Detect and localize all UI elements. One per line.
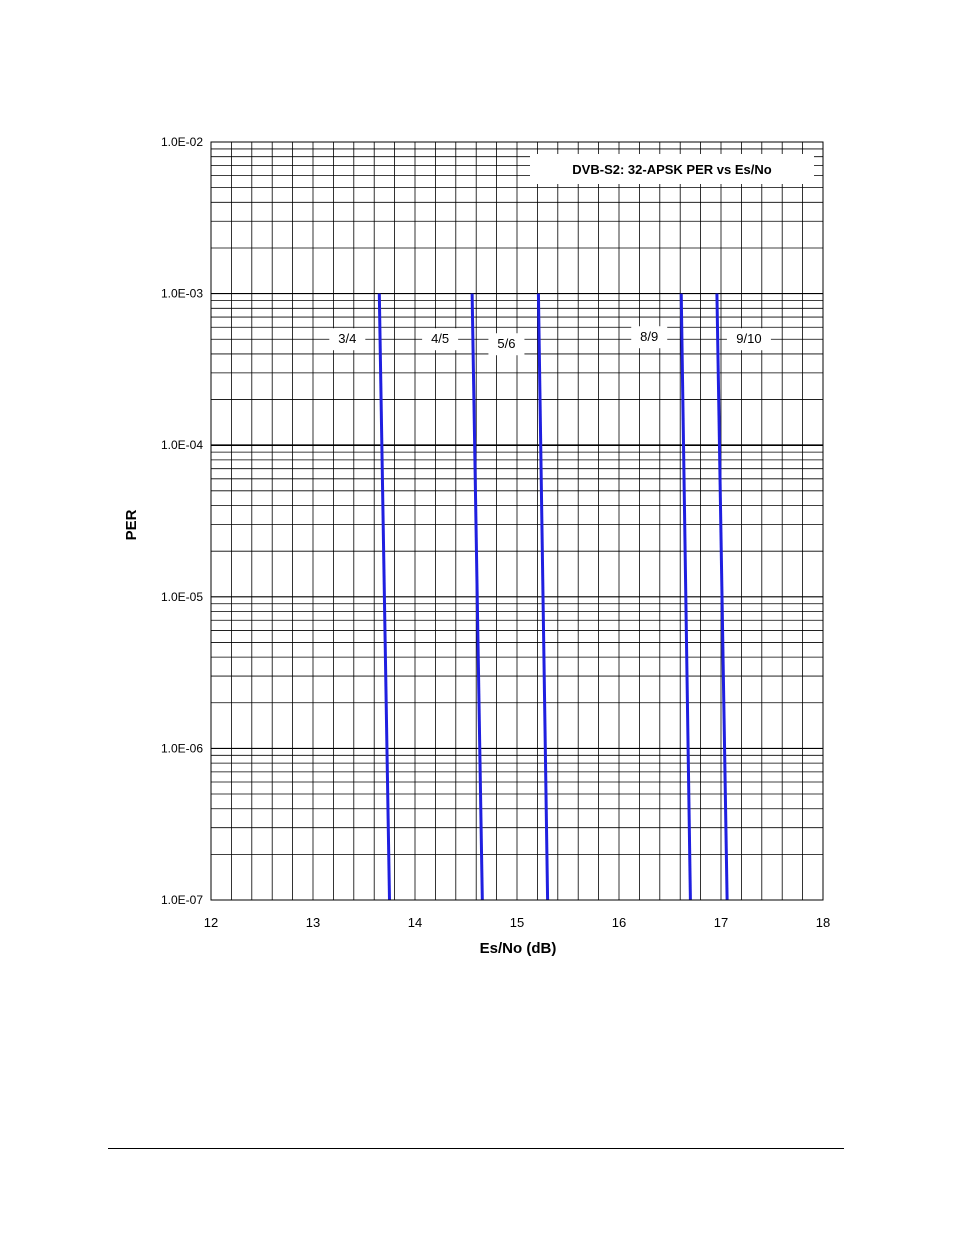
x-tick-label: 12 [203, 915, 219, 930]
y-tick-label: 1.0E-05 [160, 589, 203, 604]
y-tick-label: 1.0E-02 [160, 135, 203, 149]
series-label: 3/4 [338, 331, 357, 347]
series-label: 5/6 [497, 336, 516, 352]
y-tick-label: 1.0E-03 [160, 286, 203, 301]
y-axis-label: PER [123, 509, 140, 541]
x-tick-label: 17 [713, 915, 729, 930]
x-tick-label: 16 [611, 915, 627, 930]
series-label: 8/9 [640, 329, 659, 345]
x-tick-label: 14 [407, 915, 423, 930]
y-tick-labels [161, 135, 203, 907]
footer-rule [108, 1148, 844, 1149]
series-labels [329, 326, 771, 355]
series-label: 9/10 [736, 331, 762, 347]
x-tick-label: 13 [305, 915, 321, 930]
chart-title: DVB-S2: 32-APSK PER vs Es/No [572, 162, 772, 177]
minor-gridlines [211, 142, 823, 900]
x-axis-label: Es/No (dB) [479, 940, 557, 957]
y-tick-label: 1.0E-04 [160, 438, 203, 453]
x-tick-labels [204, 915, 830, 930]
x-tick-label: 15 [509, 915, 525, 930]
x-tick-label: 18 [815, 915, 831, 930]
y-tick-label: 1.0E-07 [160, 893, 203, 907]
y-tick-label: 1.0E-06 [160, 741, 203, 756]
series-label: 4/5 [431, 331, 450, 347]
